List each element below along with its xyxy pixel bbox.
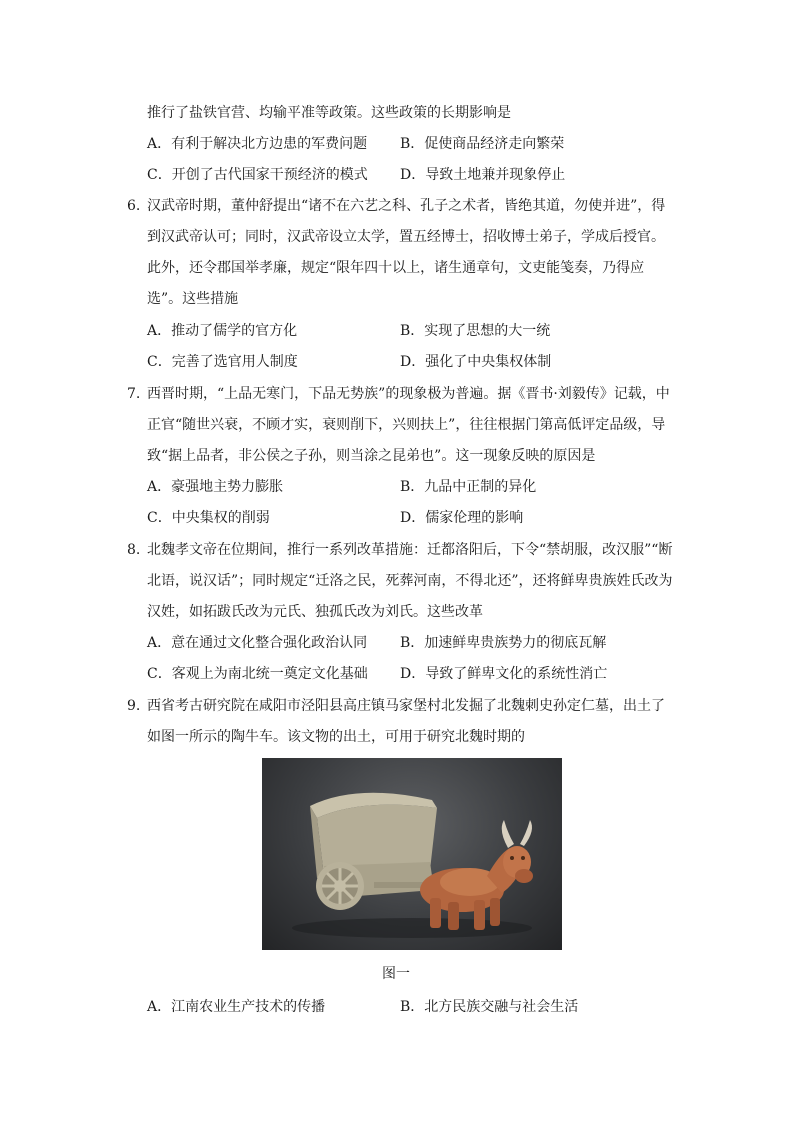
q6-number: 6. xyxy=(127,198,141,214)
q5-stem-continuation: 推行了盐铁官营、均输平准等政策。这些政策的长期影响是 xyxy=(147,105,511,121)
q9-number: 9. xyxy=(127,698,141,714)
q5-option-a: A．有利于解决北方边患的军费问题 xyxy=(147,136,368,152)
q8-number: 8. xyxy=(127,542,141,558)
q7-option-b: B．九品中正制的异化 xyxy=(400,479,537,495)
q6-stem: 汉武帝时期，董仲舒提出“诸不在六艺之科、孔子之术者，皆绝其道，勿使并进”，得到汉武帝认可；同时，汉武帝设立太学，置五经博士，招收博士弟子，学成后授官。此外，还令郡国举孝廉，规定“限年四十以上，诸生通章句，文吏能笺奏，乃得应选”。这些措施 xyxy=(147,198,666,307)
q6-option-a: A．推动了儒学的官方化 xyxy=(147,323,298,339)
q7-option-d: D．儒家伦理的影响 xyxy=(400,510,524,526)
q6-option-c: C．完善了选官用人制度 xyxy=(147,354,298,370)
q7-stem: 西晋时期，“上品无寒门，下品无势族”的现象极为普遍。据《晋书·刘毅传》记载，中正官“随世兴衰，不顾才实，衰则削下，兴则扶上”，往往根据门第高低评定品级，导致“据上品者，非公侯之子孙，则当涂之昆弟也”。这一现象反映的原因是 xyxy=(147,386,670,464)
q8-option-a: A．意在通过文化整合强化政治认同 xyxy=(147,635,368,651)
q6-option-b: B．实现了思想的大一统 xyxy=(400,323,551,339)
ox-cart-illustration xyxy=(262,758,562,950)
q7-number: 7. xyxy=(127,386,141,402)
q5-option-d: D．导致土地兼并现象停止 xyxy=(400,167,566,183)
q9-stem: 西省考古研究院在咸阳市泾阳县高庄镇马家堡村北发掘了北魏刺史孙定仁墓，出土了如图一所示的陶牛车。该文物的出土，可用于研究北魏时期的 xyxy=(147,698,665,745)
q9-option-a: A．江南农业生产技术的传播 xyxy=(147,999,326,1015)
q9-option-b: B．北方民族交融与社会生活 xyxy=(400,999,579,1015)
figure-caption: 图一 xyxy=(382,966,410,982)
q6-option-d: D．强化了中央集权体制 xyxy=(400,354,552,370)
q5-option-b: B．促使商品经济走向繁荣 xyxy=(400,136,565,152)
q8-option-c: C．客观上为南北统一奠定文化基础 xyxy=(147,666,368,682)
q8-stem: 北魏孝文帝在位期间，推行一系列改革措施：迁都洛阳后，下令“禁胡服，改汉服”“断北语，说汉话”；同时规定“迁洛之民，死葬河南，不得北还”，还将鲜卑贵族姓氏改为汉姓，如拓跋氏改为元氏、独孤氏改为刘氏。这些改革 xyxy=(147,542,673,620)
q8-option-b: B．加速鲜卑贵族势力的彻底瓦解 xyxy=(400,635,607,651)
q5-option-c: C．开创了古代国家干预经济的模式 xyxy=(147,167,368,183)
q8-option-d: D．导致了鲜卑文化的系统性消亡 xyxy=(400,666,608,682)
q7-option-c: C．中央集权的削弱 xyxy=(147,510,270,526)
q7-option-a: A．豪强地主势力膨胀 xyxy=(147,479,284,495)
ox-cart-photo xyxy=(262,758,562,950)
